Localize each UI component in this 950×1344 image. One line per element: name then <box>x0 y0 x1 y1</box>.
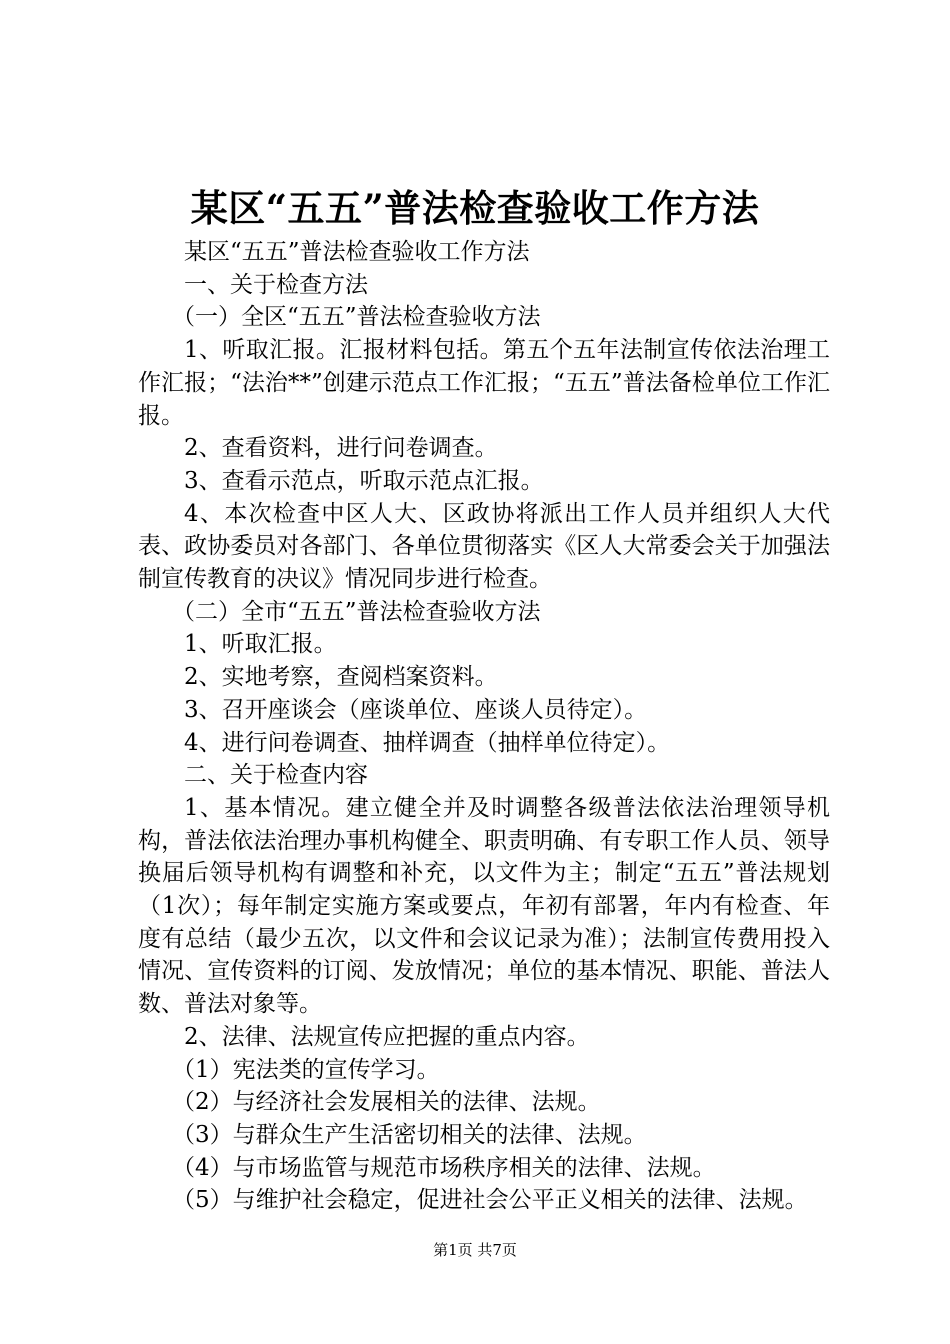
list-item: （3）与群众生产生活密切相关的法律、法规。 <box>172 1121 647 1148</box>
list-item: 3、召开座谈会（座谈单位、座谈人员待定）。 <box>184 696 648 723</box>
list-item: 2、查看资料，进行问卷调查。 <box>184 435 498 462</box>
list-item: （2）与经济社会发展相关的法律、法规。 <box>172 1089 601 1116</box>
list-item: 2、实地考察，查阅档案资料。 <box>184 664 498 691</box>
list-item: 1、听取汇报。汇报材料包括。第五个五年法制宣传依法治理工作汇报；“法治**”创建示范点工作汇报；“五五”普法备检单位工作汇报。 <box>138 337 830 429</box>
list-item: 4、本次检查中区人大、区政协将派出工作人员并组织人大代表、政协委员对各部门、各单位贯彻落实《区人大常委会关于加强法制宣传教育的决议》情况同步进行检查。 <box>138 500 830 593</box>
list-item: 1、基本情况。建立健全并及时调整各级普法依法治理领导机构，普法依法治理办事机构健全、职责明确、有专职工作人员、领导换届后领导机构有调整和补充，以文件为主；制定“五五”普法规划（1次）；每年制定实施方案或要点，年初有部署，年内有检查、年度有总结（最少五次，以文件和会议记录为准）；法制宣传费用投入情况、宣传资料的订阅、发放情况；单位的基本情况、职能、普法人数、普法对象等。 <box>138 794 830 1018</box>
list-item: 4、进行问卷调查、抽样调查（抽样单位待定）。 <box>184 729 671 756</box>
list-item: 3、查看示范点，听取示范点汇报。 <box>184 467 544 494</box>
list-item: （5）与维护社会稳定，促进社会公平正义相关的法律、法规。 <box>172 1187 808 1214</box>
list-item: （1）宪法类的宣传学习。 <box>172 1056 440 1083</box>
list-item: 2、法律、法规宣传应把握的重点内容。 <box>184 1023 590 1050</box>
subsection-heading-city: （二）全市“五五”普法检查验收方法 <box>172 598 541 625</box>
paragraph-repeat-title: 某区“五五”普法检查验收工作方法 <box>184 239 530 265</box>
section-heading-content: 二、关于检查内容 <box>184 762 368 789</box>
subsection-heading-district: （一）全区“五五”普法检查验收方法 <box>172 304 541 331</box>
document-body <box>138 236 830 1217</box>
page-number: 第1页 共7页 <box>433 1241 517 1259</box>
section-heading-methods: 一、关于检查方法 <box>184 271 368 298</box>
list-item: 1、听取汇报。 <box>184 631 337 658</box>
document-title: 某区“五五”普法检查验收工作方法 <box>190 186 760 230</box>
list-item: （4）与市场监管与规范市场秩序相关的法律、法规。 <box>172 1154 716 1181</box>
